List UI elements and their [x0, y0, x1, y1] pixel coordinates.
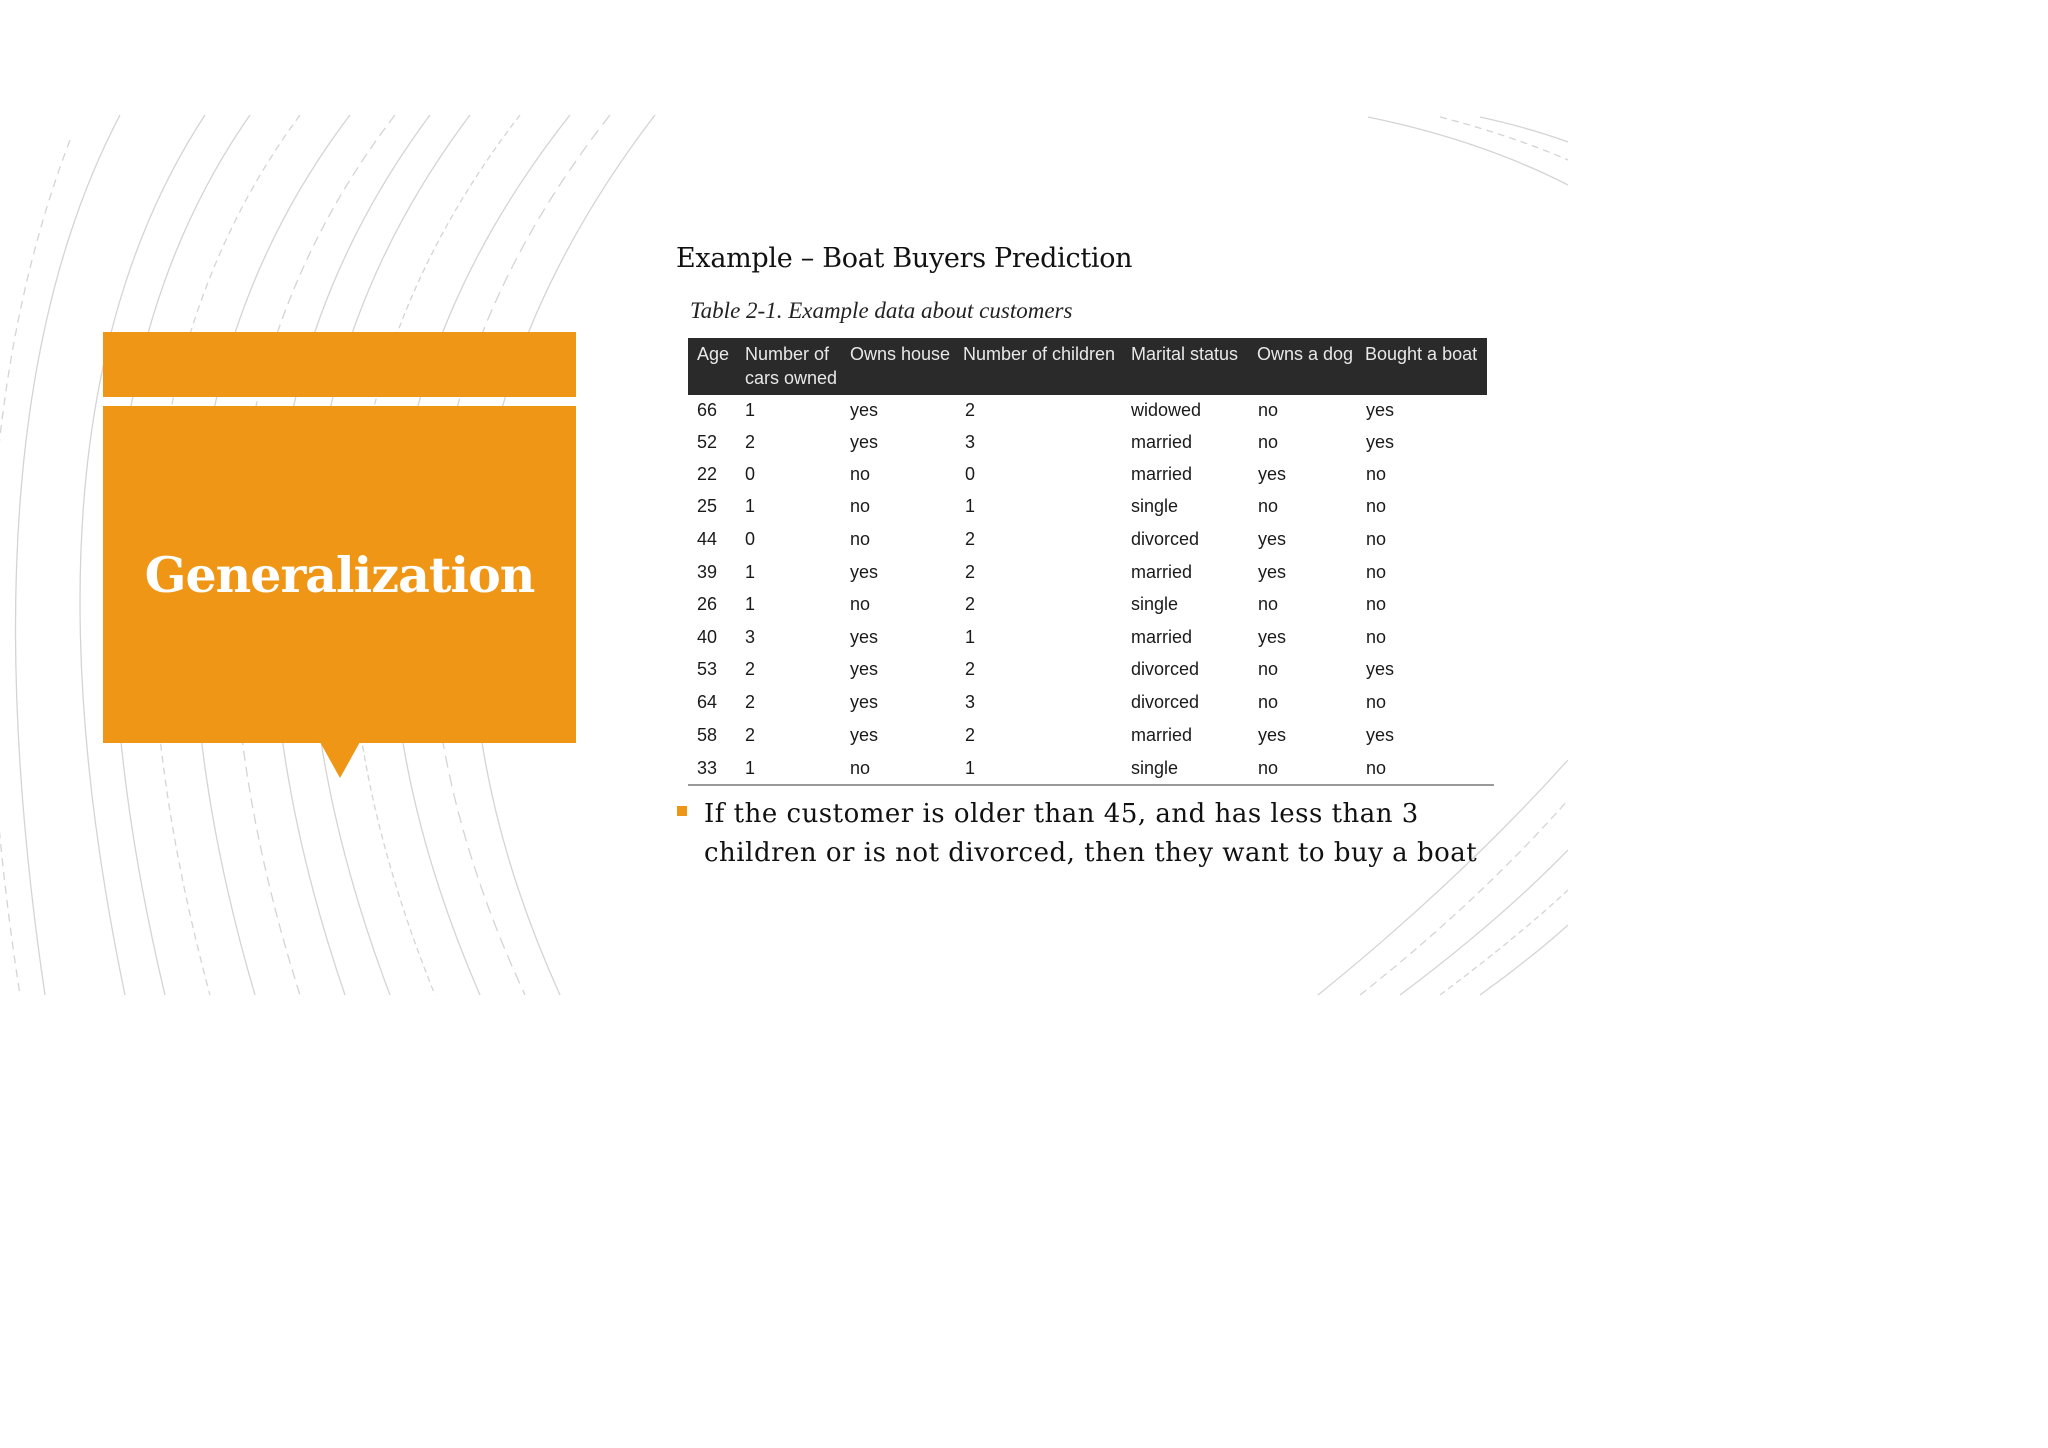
header-owns-a-dog: Owns a dog [1257, 344, 1354, 364]
cell-owns-a-dog: yes [1258, 529, 1287, 549]
cell-cars-owned: 1 [745, 562, 756, 582]
cell-cars-owned: 2 [745, 692, 756, 712]
cell-owns-house: no [850, 496, 871, 516]
cell-owns-house: yes [850, 627, 879, 647]
header-cars-owned: Number of cars owned [745, 344, 838, 388]
table-row [688, 655, 1487, 687]
cell-marital-status: married [1131, 725, 1193, 745]
cell-cars-owned: 3 [745, 627, 756, 647]
cell-age: 39 [697, 562, 718, 582]
cell-number-of-children: 2 [965, 400, 976, 420]
table-row [688, 688, 1487, 720]
cell-bought-a-boat: yes [1366, 725, 1395, 745]
cell-bought-a-boat: no [1366, 758, 1387, 778]
cell-owns-a-dog: no [1258, 432, 1279, 452]
cell-owns-a-dog: no [1258, 659, 1279, 679]
cell-bought-a-boat: no [1366, 464, 1387, 484]
cell-owns-a-dog: yes [1258, 562, 1287, 582]
cell-owns-a-dog: no [1258, 594, 1279, 614]
cell-age: 26 [697, 594, 718, 614]
cell-age: 66 [697, 400, 718, 420]
cell-age: 22 [697, 464, 718, 484]
cell-number-of-children: 3 [965, 432, 976, 452]
cell-age: 58 [697, 725, 718, 745]
cell-number-of-children: 2 [965, 594, 976, 614]
cell-marital-status: divorced [1131, 659, 1200, 679]
header-age: Age [697, 344, 730, 364]
cell-cars-owned: 0 [745, 529, 756, 549]
cell-owns-a-dog: yes [1258, 464, 1287, 484]
cell-owns-house: no [850, 594, 871, 614]
header-marital-status: Marital status [1131, 344, 1239, 364]
table-row [688, 558, 1487, 590]
cell-number-of-children: 2 [965, 725, 976, 745]
callout-pointer [320, 742, 360, 778]
cell-marital-status: single [1131, 758, 1179, 778]
table-header [688, 338, 1487, 395]
cell-marital-status: widowed [1131, 400, 1202, 420]
cell-marital-status: single [1131, 496, 1179, 516]
bullet-text: If the customer is older than 45, and has less than 3 children or is not divorced, then they want to buy a boat [704, 799, 1478, 868]
cell-bought-a-boat: no [1366, 594, 1387, 614]
cell-bought-a-boat: no [1366, 496, 1387, 516]
cell-cars-owned: 2 [745, 725, 756, 745]
cell-owns-a-dog: yes [1258, 627, 1287, 647]
table-row [688, 460, 1487, 492]
cell-age: 33 [697, 758, 718, 778]
cell-age: 44 [697, 529, 718, 549]
cell-owns-house: yes [850, 692, 879, 712]
cell-marital-status: divorced [1131, 692, 1200, 712]
cell-number-of-children: 2 [965, 659, 976, 679]
cell-number-of-children: 2 [965, 529, 976, 549]
cell-number-of-children: 1 [965, 758, 976, 778]
cell-cars-owned: 1 [745, 758, 756, 778]
cell-number-of-children: 2 [965, 562, 976, 582]
cell-marital-status: married [1131, 562, 1193, 582]
cell-owns-house: no [850, 529, 871, 549]
header-number-of-children: Number of children [963, 344, 1116, 364]
header-bought-a-boat: Bought a boat [1365, 344, 1478, 364]
cell-age: 52 [697, 432, 718, 452]
cell-age: 53 [697, 659, 718, 679]
cell-marital-status: single [1131, 594, 1179, 614]
cell-age: 64 [697, 692, 718, 712]
cell-cars-owned: 1 [745, 496, 756, 516]
cell-owns-a-dog: no [1258, 758, 1279, 778]
cell-owns-a-dog: no [1258, 400, 1279, 420]
cell-cars-owned: 0 [745, 464, 756, 484]
accent-bar [103, 332, 576, 397]
cell-owns-house: yes [850, 562, 879, 582]
cell-marital-status: divorced [1131, 529, 1200, 549]
bullet-marker [677, 806, 687, 816]
cell-marital-status: married [1131, 627, 1193, 647]
table-row [688, 721, 1487, 753]
cell-cars-owned: 1 [745, 400, 756, 420]
cell-bought-a-boat: no [1366, 627, 1387, 647]
example-heading: Example – Boat Buyers Prediction [676, 243, 1133, 274]
cell-owns-a-dog: no [1258, 692, 1279, 712]
table-row [688, 492, 1487, 524]
cell-bought-a-boat: yes [1366, 659, 1395, 679]
section-title: Generalization [144, 545, 535, 604]
header-owns-house: Owns house [850, 344, 951, 364]
cell-marital-status: married [1131, 464, 1193, 484]
cell-number-of-children: 1 [965, 496, 976, 516]
cell-cars-owned: 2 [745, 432, 756, 452]
table-row [688, 754, 1487, 786]
cell-marital-status: married [1131, 432, 1193, 452]
table-bottom-rule [688, 784, 1494, 786]
cell-owns-house: yes [850, 432, 879, 452]
table-row [688, 428, 1487, 460]
cell-owns-house: yes [850, 659, 879, 679]
cell-owns-house: yes [850, 400, 879, 420]
cell-number-of-children: 3 [965, 692, 976, 712]
cell-owns-a-dog: yes [1258, 725, 1287, 745]
cell-owns-a-dog: no [1258, 496, 1279, 516]
cell-owns-house: yes [850, 725, 879, 745]
cell-number-of-children: 1 [965, 627, 976, 647]
cell-owns-house: no [850, 758, 871, 778]
cell-age: 25 [697, 496, 718, 516]
cell-bought-a-boat: yes [1366, 400, 1395, 420]
cell-cars-owned: 2 [745, 659, 756, 679]
cell-bought-a-boat: yes [1366, 432, 1395, 452]
table-caption: Table 2-1. Example data about customers [690, 298, 1073, 323]
cell-bought-a-boat: no [1366, 562, 1387, 582]
table-body [688, 394, 1487, 786]
table-row [688, 623, 1487, 655]
table-row [688, 590, 1487, 622]
cell-bought-a-boat: no [1366, 692, 1387, 712]
cell-number-of-children: 0 [965, 464, 976, 484]
cell-owns-house: no [850, 464, 871, 484]
table-row [688, 396, 1487, 428]
cell-cars-owned: 1 [745, 594, 756, 614]
cell-age: 40 [697, 627, 718, 647]
cell-bought-a-boat: no [1366, 529, 1387, 549]
table-row [688, 525, 1487, 557]
